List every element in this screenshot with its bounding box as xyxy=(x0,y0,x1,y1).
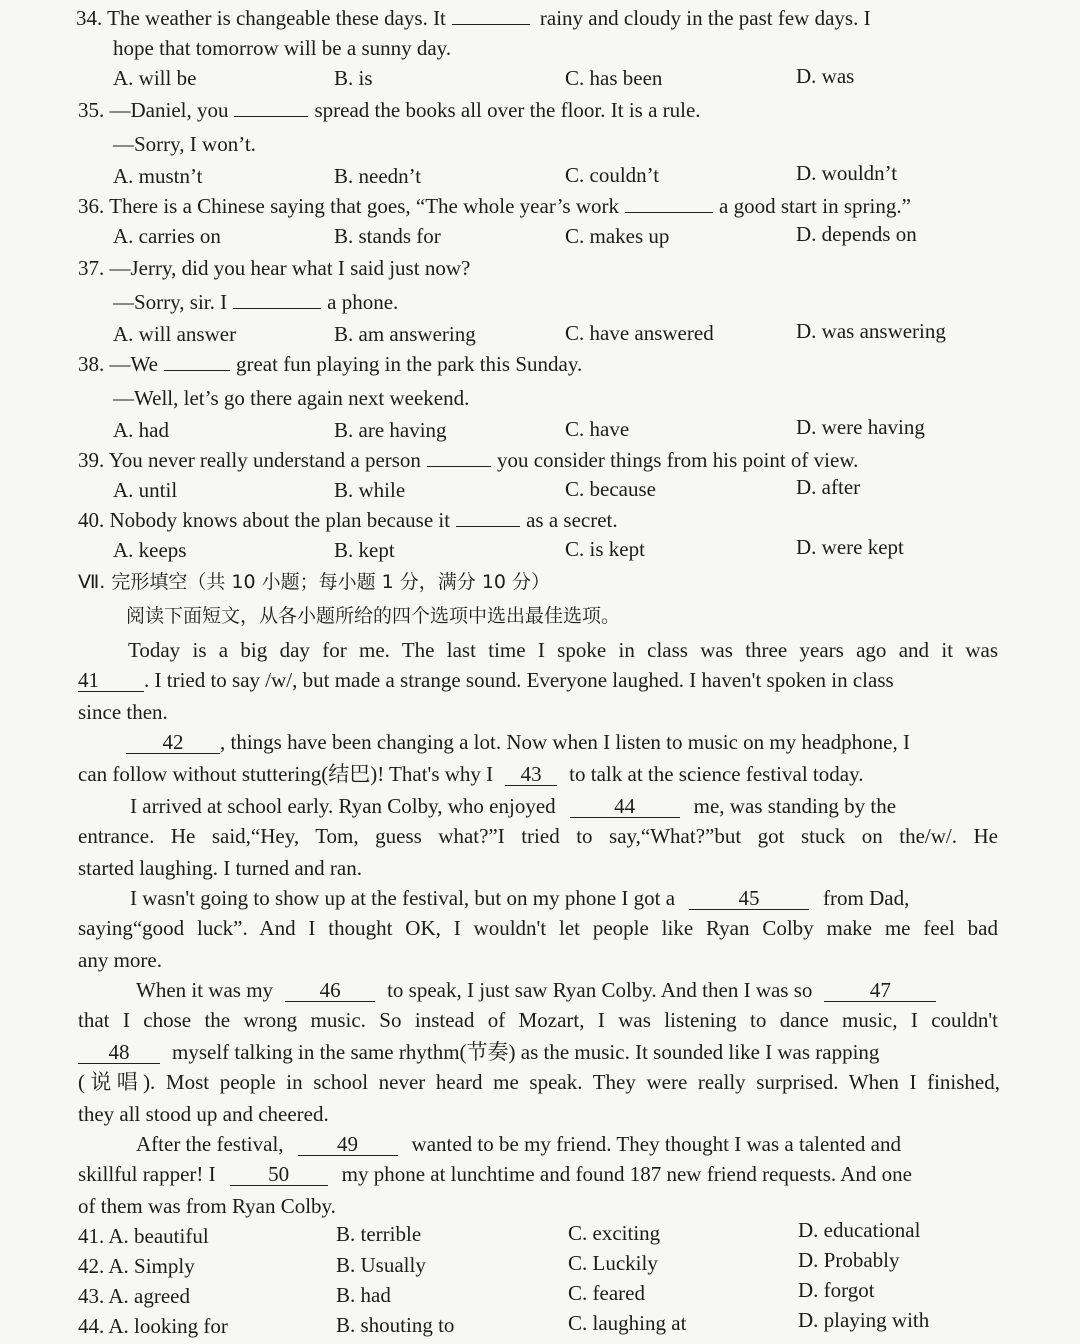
option: B. is xyxy=(334,66,373,90)
answer-blank xyxy=(625,212,713,213)
passage-line: After the festival, 49 wanted to be my friend. They thought I was a talented and xyxy=(136,1132,902,1156)
option: C. exciting xyxy=(568,1221,661,1245)
option: D. forgot xyxy=(798,1278,875,1302)
cloze-blank-44: 44 xyxy=(570,795,680,818)
option: B. while xyxy=(334,478,406,502)
option: C. couldn’t xyxy=(565,163,660,187)
cloze-blank-42: 42 xyxy=(126,731,220,754)
passage-line: (说唱). Most people in school never heard me speak. They were really surprised. When I finished, xyxy=(78,1070,1000,1094)
cloze-blank-47: 47 xyxy=(824,979,936,1002)
option: D. wouldn’t xyxy=(796,161,898,185)
option: C. Luckily xyxy=(568,1251,658,1275)
section-heading: Ⅶ. 完形填空（共 10 小题；每小题 1 分，满分 10 分） xyxy=(78,571,551,593)
question-39: 39. You never really understand a person you consider things from his point of view. xyxy=(78,448,859,472)
passage-line: can follow without stuttering(结巴)! That's why I 43 to talk at the science festival today. xyxy=(78,762,864,786)
section-instruction: 阅读下面短文，从各小题所给的四个选项中选出最佳选项。 xyxy=(126,605,621,627)
passage-line: any more. xyxy=(78,948,162,972)
option: A. will answer xyxy=(113,322,237,346)
cloze-option-row-42: 42. A. Simply xyxy=(78,1254,195,1278)
passage-line: that I chose the wrong music. So instead of Mozart, I was listening to dance music, I couldn't xyxy=(78,1008,998,1032)
passage-line: of them was from Ryan Colby. xyxy=(78,1194,336,1218)
question-34-cont: hope that tomorrow will be a sunny day. xyxy=(113,36,452,60)
cloze-blank-45: 45 xyxy=(689,887,809,910)
option: A. keeps xyxy=(113,538,187,562)
passage-line: they all stood up and cheered. xyxy=(78,1102,329,1126)
answer-blank xyxy=(234,116,308,117)
option: A. will be xyxy=(113,66,197,90)
reply: —Well, let’s go there again next weekend. xyxy=(113,386,470,410)
passage-line: 41 . I tried to say /w/, but made a strange sound. Everyone laughed. I haven't spoken in class xyxy=(78,668,894,692)
option: B. Usually xyxy=(336,1253,426,1277)
option: B. needn’t xyxy=(334,164,422,188)
cloze-blank-50: 50 xyxy=(230,1163,328,1186)
option: C. laughing at xyxy=(568,1311,687,1335)
question-36: 36. There is a Chinese saying that goes, “The whole year’s work a good start in spring.” xyxy=(78,194,911,218)
question-38: 38. —We great fun playing in the park this Sunday. xyxy=(78,352,583,376)
option: B. terrible xyxy=(336,1222,422,1246)
answer-blank xyxy=(452,24,530,25)
question-40: 40. Nobody knows about the plan because it as a secret. xyxy=(78,508,618,532)
cloze-blank-46: 46 xyxy=(285,979,375,1002)
option: A. mustn’t xyxy=(113,164,203,188)
option: D. depends on xyxy=(796,222,917,246)
passage-line: started laughing. I turned and ran. xyxy=(78,856,362,880)
cloze-option-row-44: 44. A. looking for xyxy=(78,1314,228,1338)
option: C. have xyxy=(565,417,630,441)
option: A. until xyxy=(113,478,178,502)
option: D. after xyxy=(796,475,861,499)
passage-line: Today is a big day for me. The last time I spoke in class was three years ago and it was xyxy=(128,638,998,662)
answer-blank xyxy=(427,466,491,467)
question-35: 35. —Daniel, you spread the books all over the floor. It is a rule. xyxy=(78,98,701,122)
cloze-blank-48: 48 xyxy=(78,1041,160,1064)
option: C. is kept xyxy=(565,537,645,561)
passage-line: 42 , things have been changing a lot. Now when I listen to music on my headphone, I xyxy=(126,728,910,756)
option: B. are having xyxy=(334,418,447,442)
passage-line: since then. xyxy=(78,700,168,724)
answer-blank xyxy=(233,308,321,309)
passage-line: entrance. He said,“Hey, Tom, guess what?”I tried to say,“What?”but got stuck on the/w/. He xyxy=(78,824,998,848)
question-34: 34. The weather is changeable these days. It rainy and cloudy in the past few days. I xyxy=(76,6,871,30)
reply: —Sorry, I won’t. xyxy=(113,132,256,156)
question-37: 37. —Jerry, did you hear what I said just now? xyxy=(78,256,471,280)
option: D. educational xyxy=(798,1218,921,1242)
option: C. have answered xyxy=(565,321,714,345)
cloze-blank-49: 49 xyxy=(298,1133,398,1156)
option: C. has been xyxy=(565,66,663,90)
option: B. had xyxy=(336,1283,391,1307)
option: D. was xyxy=(796,64,855,88)
option: D. were having xyxy=(796,415,925,439)
cloze-blank-41: 41 xyxy=(78,669,144,692)
option: B. am answering xyxy=(334,322,476,346)
reply: —Sorry, sir. I a phone. xyxy=(113,290,399,314)
cloze-option-row-41: 41. A. beautiful xyxy=(78,1224,209,1248)
option: B. kept xyxy=(334,538,395,562)
option: D. were kept xyxy=(796,535,904,559)
passage-line: I arrived at school early. Ryan Colby, who enjoyed 44 me, was standing by the xyxy=(130,794,897,818)
passage-line: When it was my 46 to speak, I just saw Ryan Colby. And then I was so 47 xyxy=(136,976,936,1004)
answer-blank xyxy=(456,526,520,527)
option: D. playing with xyxy=(798,1308,930,1332)
option: D. Probably xyxy=(798,1248,900,1272)
passage-line: 48 myself talking in the same rhythm(节奏) as the music. It sounded like I was rapping xyxy=(78,1038,879,1066)
option: C. feared xyxy=(568,1281,645,1305)
cloze-blank-43: 43 xyxy=(505,763,557,786)
option: A. carries on xyxy=(113,224,221,248)
passage-line: saying“good luck”. And I thought OK, I wouldn't let people like Ryan Colby make me feel bad xyxy=(78,916,998,940)
answer-blank xyxy=(164,370,230,371)
passage-line: I wasn't going to show up at the festival, but on my phone I got a 45 from Dad, xyxy=(130,886,910,910)
option: B. stands for xyxy=(334,224,441,248)
option: D. was answering xyxy=(796,319,946,343)
passage-line: skillful rapper! I 50 my phone at lunchtime and found 187 new friend requests. And one xyxy=(78,1162,912,1186)
option: C. makes up xyxy=(565,224,670,248)
option: B. shouting to xyxy=(336,1313,455,1337)
option: A. had xyxy=(113,418,169,442)
option: C. because xyxy=(565,477,656,501)
cloze-option-row-43: 43. A. agreed xyxy=(78,1284,190,1308)
